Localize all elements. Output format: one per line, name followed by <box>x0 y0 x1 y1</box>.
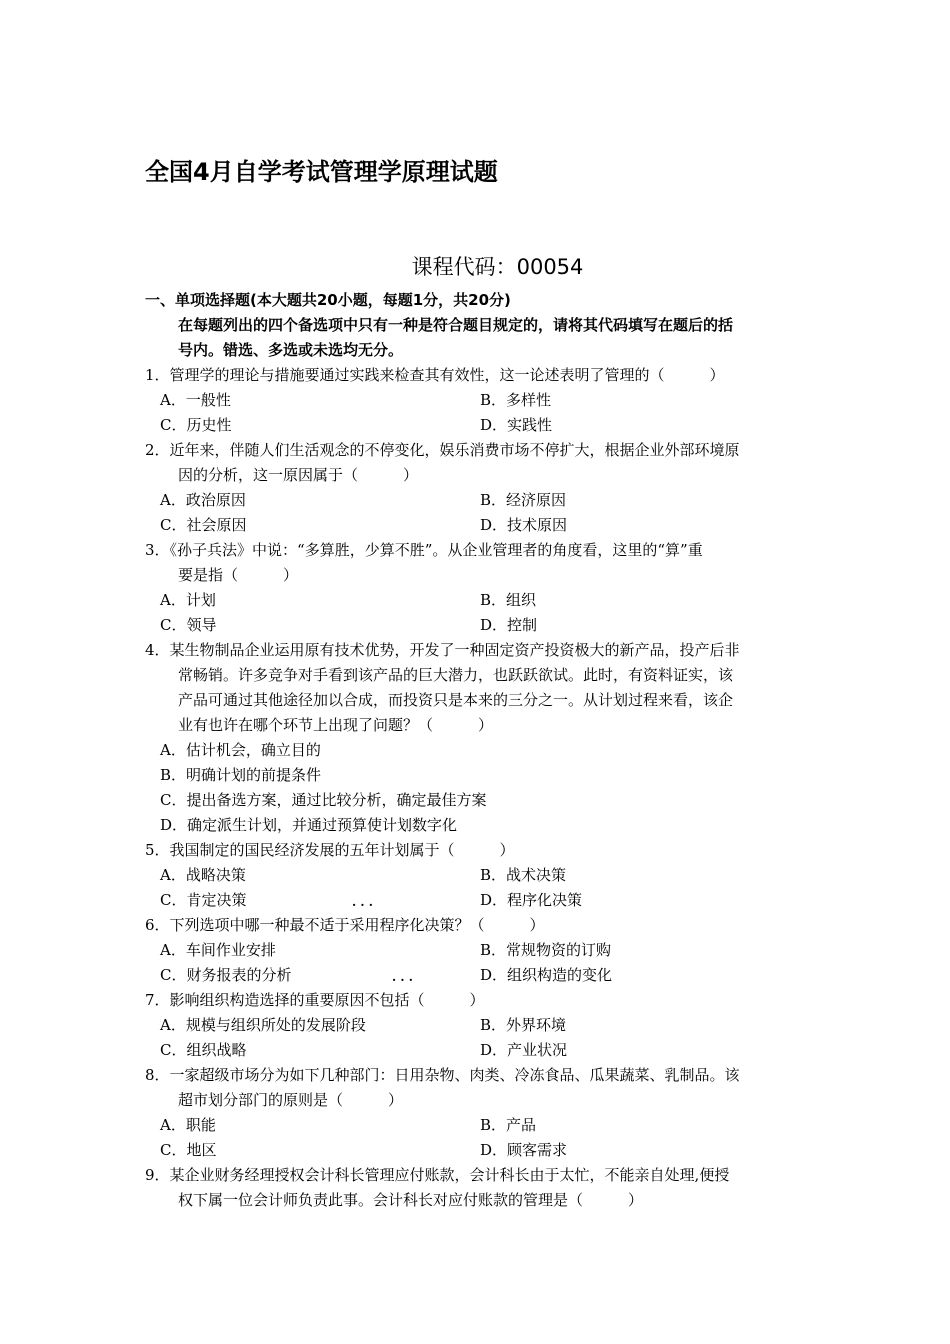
question-3-stem-line1: 3．《孙子兵法》中说：“多算胜，少算不胜”。从企业管理者的角度看，这里的“算”重 <box>145 541 703 559</box>
question-9-stem-line2: 权下属一位会计师负责此事。会计科长对应付账款的管理是（ ） <box>178 1191 644 1209</box>
question-3-stem-line2: 要是指（ ） <box>178 566 299 584</box>
question-2-option-b: B．经济原因 <box>480 491 567 509</box>
question-7-option-d: D．产业状况 <box>480 1041 568 1059</box>
question-2-option-d: D．技术原因 <box>480 516 568 534</box>
question-6-option-a: A．车间作业安排 <box>160 941 276 959</box>
question-3-option-b: B．组织 <box>480 591 537 609</box>
question-2-stem-line2: 因的分析，这一原因属于（ ） <box>178 466 419 484</box>
question-4-stem-line3: 产品可通过其他途径加以合成，而投资只是本来的三分之一。从计划过程来看，该企 <box>178 691 734 709</box>
question-4-option-d: D．确定派生计划，并通过预算使计划数字化 <box>160 816 458 834</box>
question-3-option-d: D．控制 <box>480 616 538 634</box>
section-instruction-line2: 号内。错选、多选或未选均无分。 <box>178 341 404 359</box>
question-4-stem-line1: 4．某生物制品企业运用原有技术优势，开发了一种固定资产投资极大的新产品，投产后非 <box>145 641 740 659</box>
question-5-option-d: D．程序化决策 <box>480 891 583 909</box>
question-4-stem-line4: 业有也许在哪个环节上出现了问题？（ ） <box>178 716 494 734</box>
question-2-stem-line1: 2．近年来，伴随人们生活观念的不停变化，娱乐消费市场不停扩大，根据企业外部环境原 <box>145 441 740 459</box>
emphasis-dots-q6: · · · <box>352 898 373 912</box>
question-6-option-c: C．财务报表的分析 <box>160 966 292 984</box>
question-8-option-d: D．顾客需求 <box>480 1141 568 1159</box>
question-9-stem-line1: 9．某企业财务经理授权会计科长管理应付账款，会计科长由于太忙，不能亲自处理,便授 <box>145 1166 730 1184</box>
question-1-option-a: A．一般性 <box>160 391 231 409</box>
document-title: 全国4月自学考试管理学原理试题 <box>145 158 498 186</box>
question-8-option-c: C．地区 <box>160 1141 217 1159</box>
section-instruction-line1: 在每题列出的四个备选项中只有一种是符合题目规定的，请将其代码填写在题后的括 <box>178 316 734 334</box>
question-2-option-a: A．政治原因 <box>160 491 246 509</box>
question-6-stem: 6．下列选项中哪一种最不适于采用程序化决策？（ ） <box>145 916 545 934</box>
question-5-stem: 5．我国制定的国民经济发展的五年计划属于（ ） <box>145 841 515 859</box>
question-2-option-c: C．社会原因 <box>160 516 247 534</box>
question-8-stem-line2: 超市划分部门的原则是（ ） <box>178 1091 404 1109</box>
question-1-option-b: B．多样性 <box>480 391 552 409</box>
question-6-option-b: B．常规物资的订购 <box>480 941 612 959</box>
question-8-stem-line1: 8．一家超级市场分为如下几种部门：日用杂物、肉类、冷冻食品、瓜果蔬菜、乳制品。该 <box>145 1066 740 1084</box>
question-7-option-c: C．组织战略 <box>160 1041 247 1059</box>
question-4-option-b: B．明确计划的前提条件 <box>160 766 322 784</box>
emphasis-dots-q7: · · · <box>392 973 413 987</box>
question-8-option-b: B．产品 <box>480 1116 537 1134</box>
question-1-option-c: C．历史性 <box>160 416 232 434</box>
question-5-option-a: A．战略决策 <box>160 866 246 884</box>
question-7-option-b: B．外界环境 <box>480 1016 567 1034</box>
question-4-stem-line2: 常畅销。许多竞争对手看到该产品的巨大潜力，也跃跃欲试。此时，有资料证实，该 <box>178 666 734 684</box>
question-1-option-d: D．实践性 <box>480 416 553 434</box>
question-7-stem: 7．影响组织构造选择的重要原因不包括（ ） <box>145 991 485 1009</box>
question-4-option-c: C．提出备选方案，通过比较分析，确定最佳方案 <box>160 791 487 809</box>
question-3-option-c: C．领导 <box>160 616 217 634</box>
question-4-option-a: A．估计机会，确立目的 <box>160 741 321 759</box>
course-code <box>0 251 950 281</box>
question-7-option-a: A．规模与组织所处的发展阶段 <box>160 1016 366 1034</box>
question-5-option-b: B．战术决策 <box>480 866 567 884</box>
question-1-stem: 1．管理学的理论与措施要通过实践来检查其有效性，这一论述表明了管理的（ ） <box>145 366 725 384</box>
question-3-option-a: A．计划 <box>160 591 216 609</box>
question-5-option-c: C．肯定决策 <box>160 891 247 909</box>
section-heading: 一、单项选择题(本大题共20小题，每题1分，共20分) <box>145 291 511 309</box>
question-6-option-d: D．组织构造的变化 <box>480 966 613 984</box>
course-code-text: 课程代码：00054 <box>411 255 584 279</box>
question-8-option-a: A．职能 <box>160 1116 216 1134</box>
